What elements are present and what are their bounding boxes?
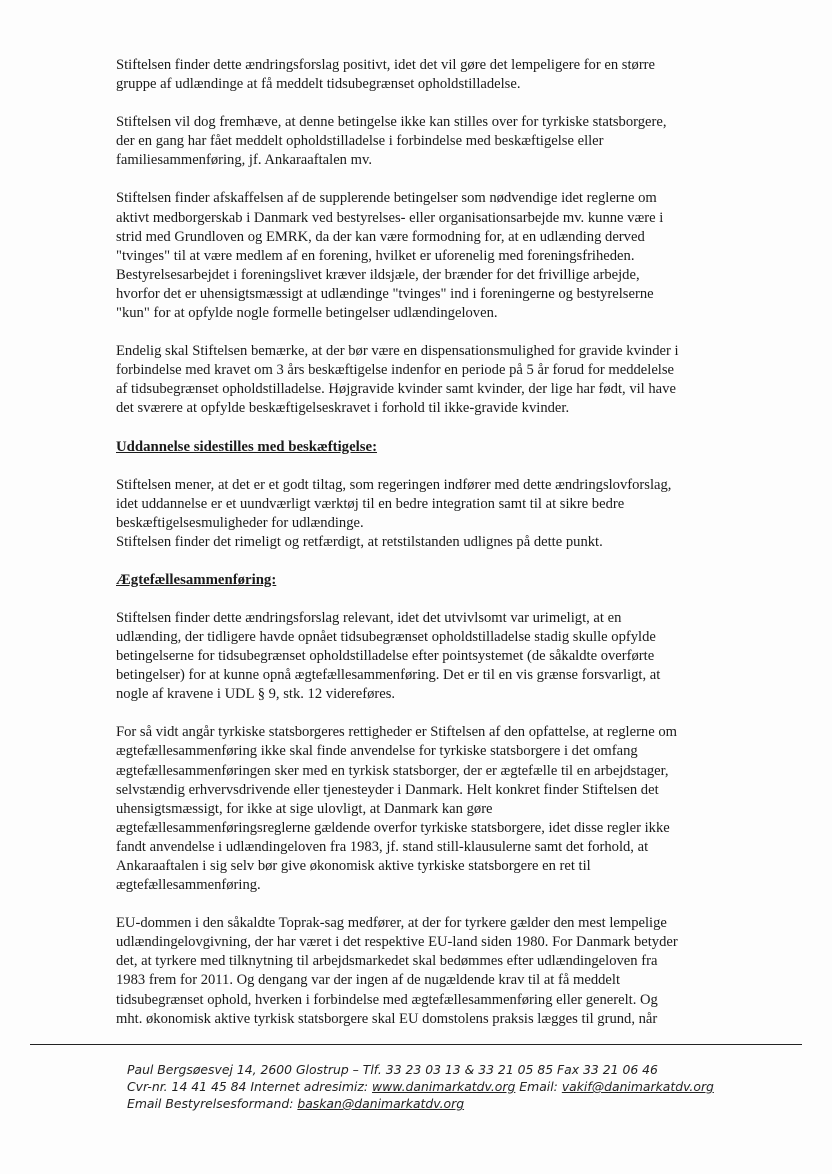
paragraph-line: "tvinges" til at være medlem af en forening, hvilket er uforenelig med foreningsfriheden. bbox=[116, 247, 635, 264]
paragraph bbox=[116, 56, 776, 94]
footer-divider bbox=[30, 1044, 802, 1045]
paragraph-line: gruppe af udlændinge at få meddelt tidsubegrænset opholdstilladelse. bbox=[116, 76, 521, 93]
paragraph bbox=[116, 476, 776, 552]
paragraph-line: udlændingelovgivning, der har været i det respektive EU-land siden 1980. For Danmark betyder bbox=[116, 934, 678, 951]
paragraph-line: det, at tyrkere med tilknytning til arbejdsmarkedet skal bedømmes efter udlændingeloven fra bbox=[116, 953, 658, 970]
letterhead-footer bbox=[127, 1061, 807, 1112]
paragraph-line: idet uddannelse er et uundværligt værktøj til en bedre integration samt til at sikre bedre bbox=[116, 495, 625, 512]
paragraph-line: ægtefællesammenføring. bbox=[116, 877, 261, 894]
paragraph-line: Stiftelsen mener, at det er et godt tiltag, som regeringen indfører med dette ændringslovforslag, bbox=[116, 476, 672, 493]
paragraph-line: ægtefællesammenføringsreglerne gældende overfor tyrkiske statsborgere, idet disse regler ikke bbox=[116, 819, 670, 836]
paragraph-line: ægtefællesammenføring ikke skal finde anvendelse for tyrkiske statsborgere i det omfang bbox=[116, 743, 638, 760]
footer-email-label: Email: bbox=[519, 1079, 558, 1094]
paragraph-line: aktivt medborgerskab i Danmark ved bestyrelses- eller organisationsarbejde mv. kunne være i bbox=[116, 209, 664, 226]
paragraph-line: Stiftelsen finder afskaffelsen af de supplerende betingelser som nødvendige idet reglerne om bbox=[116, 190, 657, 207]
paragraph bbox=[116, 609, 776, 704]
paragraph-line: For så vidt angår tyrkiske statsborgeres rettigheder er Stiftelsen af den opfattelse, at reglerne om bbox=[116, 724, 677, 741]
paragraph-line: beskæftigelsesmuligheder for udlændinge. bbox=[116, 514, 364, 531]
paragraph-line: Ankaraaftalen i sig selv bør give økonomisk aktive tyrkiske statsborgere en ret til bbox=[116, 858, 591, 874]
footer-cvr: Cvr-nr. 14 41 45 84 bbox=[127, 1079, 247, 1094]
paragraph-line: selvstændig erhvervsdrivende eller tjenesteyder i Danmark. Helt konkret finder Stiftelsen det bbox=[116, 781, 659, 798]
document-body bbox=[116, 56, 776, 1048]
footer-website-link[interactable]: www.danimarkatdv.org bbox=[371, 1079, 516, 1094]
footer-contact-line bbox=[127, 1078, 807, 1095]
paragraph-line: betingelserne for tidsubegrænset opholdstilladelse efter pointsystemet (de såkaldte overførte bbox=[116, 648, 655, 665]
footer-address: Paul Bergsøesvej 14, 2600 Glostrup – Tlf. 33 23 03 13 & 33 21 05 85 Fax 33 21 06 46 bbox=[127, 1062, 658, 1077]
paragraph-line: det sværere at opfylde beskæftigelseskravet i forhold til ikke-gravide kvinder. bbox=[116, 400, 570, 417]
section-heading: Uddannelse sidestilles med beskæftigelse: bbox=[116, 438, 378, 455]
footer-email-link[interactable]: vakif@danimarkatdv.org bbox=[561, 1079, 714, 1094]
paragraph-line: tidsubegrænset ophold, hverken i forbindelse med ægtefællesammenføring eller generelt. Og bbox=[116, 991, 658, 1008]
paragraph-line: EU-dommen i den såkaldte Toprak-sag medfører, at der for tyrkere gælder den mest lempelige bbox=[116, 915, 667, 932]
paragraph-line: udlænding, der tidligere havde opnået tidsubegrænset opholdstilladelse stadig skulle opfylde bbox=[116, 628, 656, 645]
paragraph-line: betingelser) for at kunne opnå ægtefællesammenføring. Det er til en vis grænse forsvarligt, at bbox=[116, 667, 661, 684]
paragraph-line: Stiftelsen finder det rimeligt og retfærdigt, at retstilstanden udlignes på dette punkt. bbox=[116, 533, 603, 550]
paragraph-line: mht. økonomisk aktive tyrkisk statsborgere skal EU domstolens praksis lægges til grund, når bbox=[116, 1010, 658, 1027]
paragraph-line: "kun" for at opfylde nogle formelle betingelser udlændingeloven. bbox=[116, 305, 498, 322]
section-heading: Ægtefællesammenføring: bbox=[116, 571, 277, 588]
footer-board-line bbox=[127, 1095, 807, 1112]
paragraph-line: ægtefællesammenføringen sker med en tyrkisk statsborger, der er ægtefælle til en arbejdstager, bbox=[116, 762, 669, 779]
paragraph bbox=[116, 189, 776, 323]
paragraph-line: Stiftelsen vil dog fremhæve, at denne betingelse ikke kan stilles over for tyrkiske statsborgere, bbox=[116, 114, 667, 131]
paragraph-line: nogle af kravene i UDL § 9, stk. 12 videreføres. bbox=[116, 686, 396, 703]
footer-board-email-label: Email Bestyrelsesformand: bbox=[127, 1096, 294, 1111]
footer-internet-label: Internet adresimiz: bbox=[250, 1079, 369, 1094]
paragraph-line: fandt anvendelse i udlændingeloven fra 1983, jf. stand still-klausulerne samt det forhold, at bbox=[116, 838, 649, 855]
paragraph-line: uhensigtsmæssigt, for ikke at sige ulovligt, at Danmark kan gøre bbox=[116, 800, 493, 817]
paragraph-line: Stiftelsen finder dette ændringsforslag relevant, idet det utvivlsomt var urimeligt, at en bbox=[116, 609, 622, 626]
paragraph-line: forbindelse med kravet om 3 års beskæftigelse indenfor en periode på 5 år forud for meddelelse bbox=[116, 362, 675, 379]
footer-board-email-link[interactable]: baskan@danimarkatdv.org bbox=[297, 1096, 465, 1111]
paragraph-line: 1983 frem for 2011. Og dengang var der ingen af de nugældende krav til at få meddelt bbox=[116, 972, 620, 989]
paragraph-line: familiesammenføring, jf. Ankaraaftalen mv. bbox=[116, 152, 372, 169]
paragraph-line: strid med Grundloven og EMRK, da der kan være formodning for, at en udlænding derved bbox=[116, 228, 645, 245]
paragraph bbox=[116, 342, 776, 418]
paragraph-line: af tidsubegrænset opholdstilladelse. Højgravide kvinder samt kvinder, der lige har født, vil have bbox=[116, 381, 676, 398]
paragraph bbox=[116, 723, 776, 895]
paragraph bbox=[116, 113, 776, 170]
paragraph-line: hvorfor det er uhensigtsmæssigt at udlændinge "tvinges" ind i foreningerne og bestyrelserne bbox=[116, 285, 654, 302]
paragraph bbox=[116, 914, 776, 1029]
paragraph-line: Endelig skal Stiftelsen bemærke, at der bør være en dispensationsmulighed for gravide kvinder i bbox=[116, 343, 679, 360]
paragraph-line: der en gang har fået meddelt opholdstilladelse i forbindelse med beskæftigelse eller bbox=[116, 133, 604, 150]
paragraph-line: Stiftelsen finder dette ændringsforslag positivt, idet det vil gøre det lempeligere for en større bbox=[116, 57, 656, 73]
paragraph-line: Bestyrelsesarbejdet i foreningslivet kræver ildsjæle, der brænder for det frivillige arbejde, bbox=[116, 266, 640, 283]
